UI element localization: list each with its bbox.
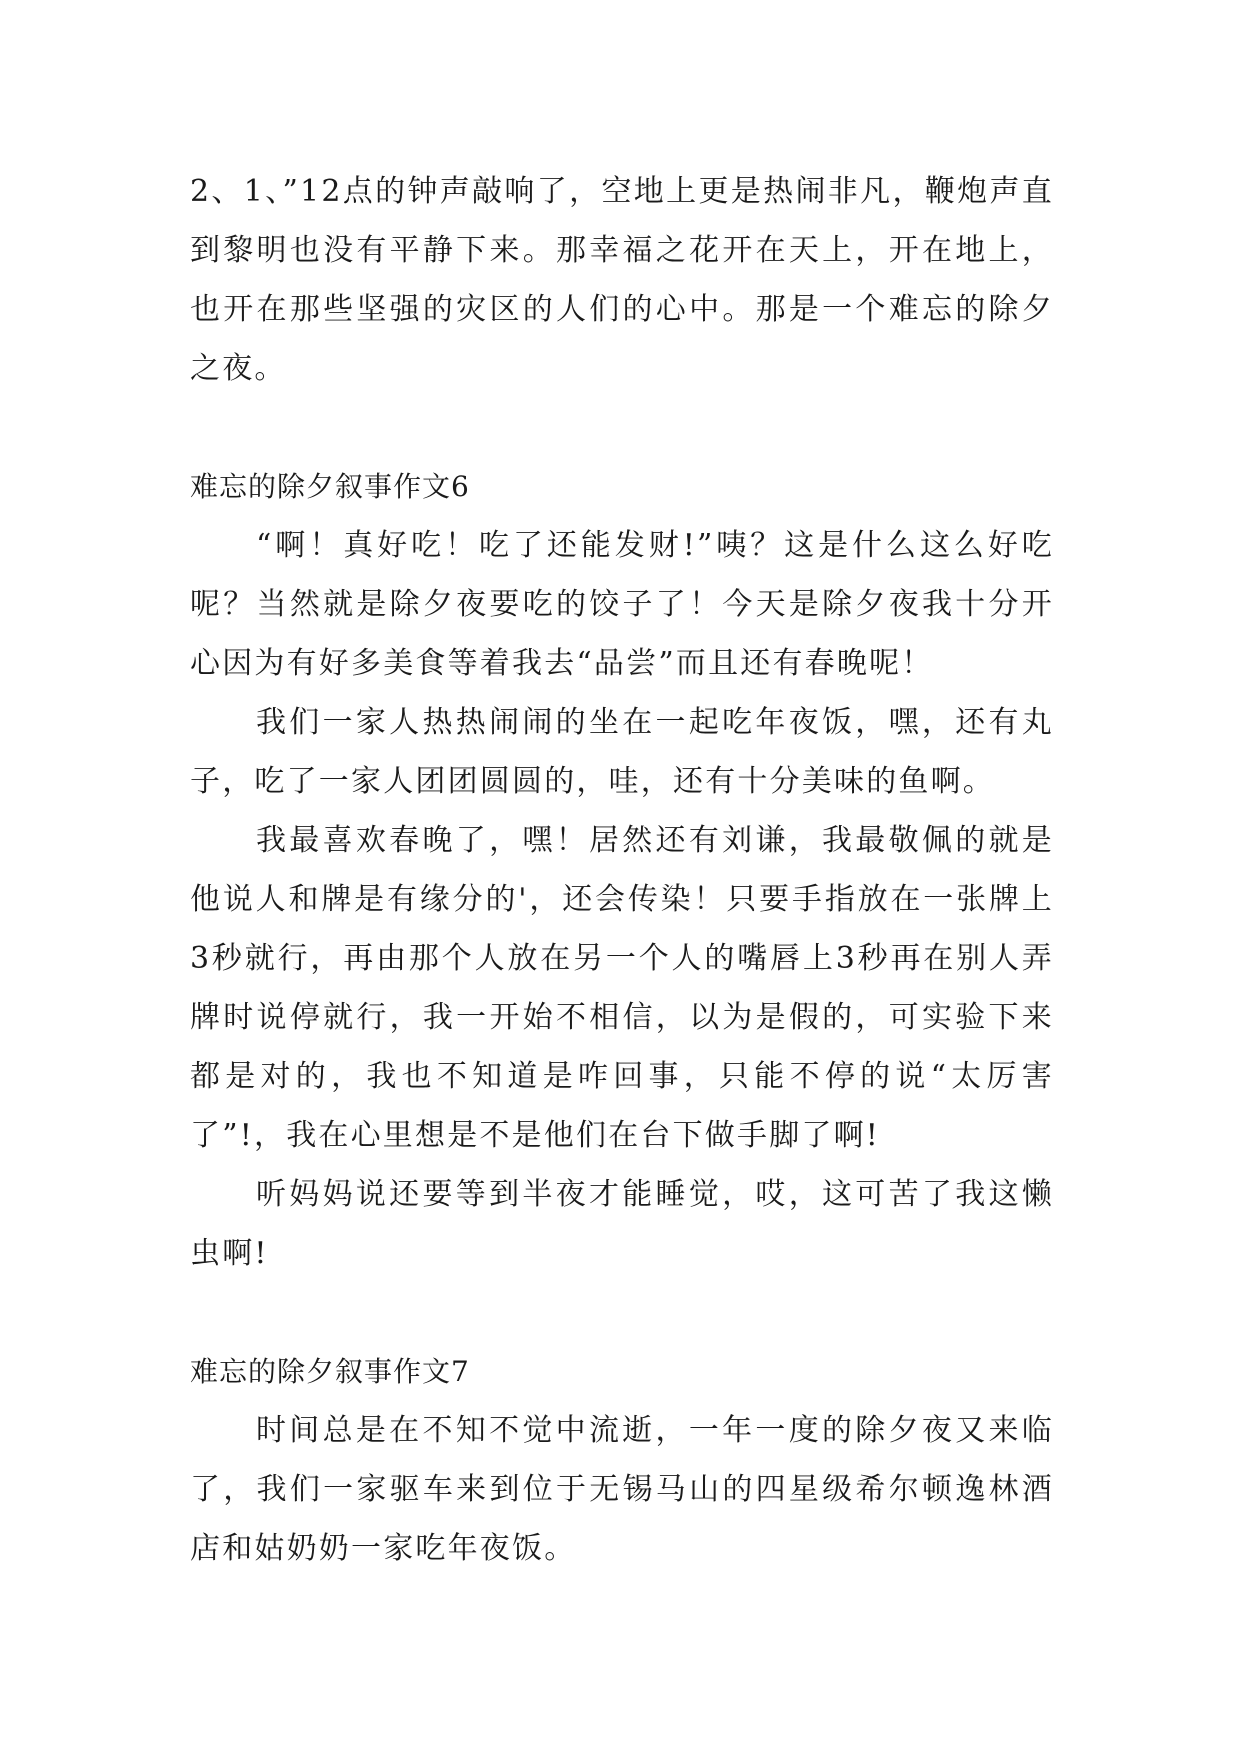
paragraph-intro: 2、1、”12点的钟声敲响了，空地上更是热闹非凡，鞭炮声直到黎明也没有平静下来。那幸福之花开在天上，开在地上，也开在那些坚强的灾区的人们的心中。那是一个难忘的除夕之夜。 <box>190 174 1054 386</box>
document-page <box>190 162 1054 1578</box>
section-title-6: 难忘的除夕叙事作文6 <box>190 470 470 503</box>
section6-paragraph-3: 我最喜欢春晚了，嘿！居然还有刘谦，我最敬佩的就是他说人和牌是有缘分的'，还会传染！只要手指放在一张牌上3秒就行，再由那个人放在另一个人的嘴唇上3秒再在别人弄牌时说停就行，我一开始不相信，以为是假的，可实验下来都是对的，我也不知道是咋回事，只能不停的说“太厉害了”!，我在心里想是不是他们在台下做手脚了啊! <box>190 823 1054 1153</box>
section6-paragraph-2: 我们一家人热热闹闹的坐在一起吃年夜饭，嘿，还有丸子，吃了一家人团团圆圆的，哇，还有十分美味的鱼啊。 <box>190 705 1054 799</box>
section-spacer <box>190 398 1054 457</box>
section-title-7: 难忘的除夕叙事作文7 <box>190 1355 470 1388</box>
section6-paragraph-4: 听妈妈说还要等到半夜才能睡觉，哎，这可苦了我这懒虫啊! <box>190 1177 1054 1271</box>
section-spacer <box>190 1283 1054 1342</box>
section6-paragraph-1: “啊！真好吃！吃了还能发财!”咦？这是什么这么好吃呢？当然就是除夕夜要吃的饺子了！今天是除夕夜我十分开心因为有好多美食等着我去“品尝”而且还有春晚呢！ <box>190 528 1054 681</box>
section7-paragraph-1: 时间总是在不知不觉中流逝，一年一度的除夕夜又来临了，我们一家驱车来到位于无锡马山的四星级希尔顿逸林酒店和姑奶奶一家吃年夜饭。 <box>190 1413 1054 1566</box>
